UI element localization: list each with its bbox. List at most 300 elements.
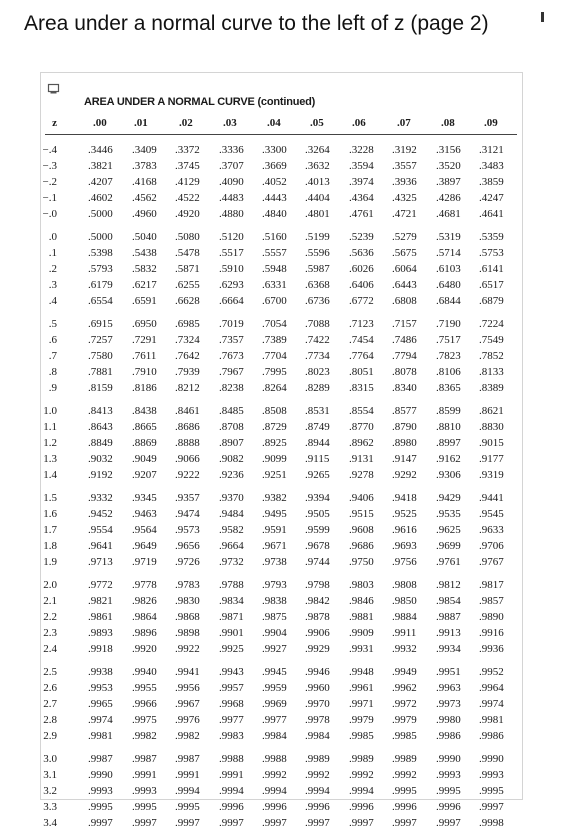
area-value: .8106 xyxy=(436,365,461,378)
area-value: .9991 xyxy=(175,768,200,781)
area-value: .9969 xyxy=(262,697,287,710)
area-value: .8438 xyxy=(132,405,157,417)
area-value: .7939 xyxy=(175,365,200,378)
area-value: .9974 xyxy=(479,697,504,710)
area-value: .7054 xyxy=(262,318,287,330)
area-value: .9989 xyxy=(392,753,417,765)
area-value: .9992 xyxy=(305,768,330,781)
area-value: .9978 xyxy=(305,713,330,726)
area-value: .9992 xyxy=(262,768,287,781)
area-value: .9545 xyxy=(479,507,504,520)
area-value: .4840 xyxy=(262,207,287,220)
area-value: .9649 xyxy=(132,539,157,552)
area-value: .7704 xyxy=(262,349,287,362)
area-value: .8849 xyxy=(88,436,113,449)
area-value: .9382 xyxy=(262,492,287,504)
area-value: .9997 xyxy=(479,800,504,813)
z-value: 2.9 xyxy=(43,729,57,742)
area-value: .9909 xyxy=(349,626,374,639)
area-value: .9484 xyxy=(219,507,244,520)
area-value: .4602 xyxy=(88,191,113,204)
area-value: .5080 xyxy=(175,231,200,243)
area-value: .7580 xyxy=(88,349,113,362)
area-value: .9887 xyxy=(436,610,461,623)
area-value: .4721 xyxy=(392,207,417,220)
area-value: .8944 xyxy=(305,436,330,449)
area-value: .9987 xyxy=(175,753,200,765)
area-value: .9984 xyxy=(305,729,330,742)
area-value: .9868 xyxy=(175,610,200,623)
area-value: .8830 xyxy=(479,420,504,433)
area-value: .9918 xyxy=(88,642,113,655)
area-value: .6141 xyxy=(479,262,504,275)
area-value: .9940 xyxy=(132,666,157,678)
area-value: .9920 xyxy=(132,642,157,655)
area-value: .5832 xyxy=(132,262,157,275)
area-value: .4325 xyxy=(392,191,417,204)
area-value: .9995 xyxy=(436,784,461,797)
area-value: .6844 xyxy=(436,294,461,307)
area-value: .3557 xyxy=(392,159,417,172)
area-value: .9838 xyxy=(262,594,287,607)
area-value: .9854 xyxy=(436,594,461,607)
area-value: .3483 xyxy=(479,159,504,172)
area-value: .9641 xyxy=(88,539,113,552)
area-value: .9817 xyxy=(479,579,504,591)
area-value: .3632 xyxy=(305,159,330,172)
area-value: .4522 xyxy=(175,191,200,204)
area-value: .7734 xyxy=(305,349,330,362)
area-value: .9881 xyxy=(349,610,374,623)
z-value: 2.2 xyxy=(43,610,57,623)
area-value: .7881 xyxy=(88,365,113,378)
area-value: .9994 xyxy=(262,784,287,797)
area-value: .7357 xyxy=(219,333,244,346)
dash-icon xyxy=(541,12,544,22)
area-value: .6255 xyxy=(175,278,200,291)
area-value: .3974 xyxy=(349,175,374,188)
z-value: .0 xyxy=(48,231,57,243)
area-value: .9991 xyxy=(219,768,244,781)
area-value: .5398 xyxy=(88,246,113,259)
area-value: .3783 xyxy=(132,159,157,172)
z-value: 2.8 xyxy=(43,713,57,726)
area-value: .9664 xyxy=(219,539,244,552)
z-value: 1.6 xyxy=(43,507,57,520)
area-value: .8315 xyxy=(349,381,374,394)
area-value: .8770 xyxy=(349,420,374,433)
z-value: 3.1 xyxy=(43,768,57,781)
area-value: .9830 xyxy=(175,594,200,607)
area-value: .9987 xyxy=(132,753,157,765)
area-value: .9993 xyxy=(88,784,113,797)
area-value: .9394 xyxy=(305,492,330,504)
area-value: .9966 xyxy=(132,697,157,710)
area-value: .9904 xyxy=(262,626,287,639)
area-value: .8023 xyxy=(305,365,330,378)
area-value: .4761 xyxy=(349,207,374,220)
area-value: .9535 xyxy=(436,507,461,520)
area-value: .8980 xyxy=(392,436,417,449)
area-value: .9177 xyxy=(479,452,504,465)
area-value: .9979 xyxy=(392,713,417,726)
area-value: .3264 xyxy=(305,144,330,156)
area-value: .9633 xyxy=(479,523,504,536)
area-value: .9986 xyxy=(479,729,504,742)
area-value: .9959 xyxy=(262,681,287,694)
area-value: .6064 xyxy=(392,262,417,275)
area-value: .9821 xyxy=(88,594,113,607)
area-value: .3372 xyxy=(175,144,200,156)
area-value: .9997 xyxy=(219,816,244,829)
area-value: .9991 xyxy=(132,768,157,781)
area-value: .6700 xyxy=(262,294,287,307)
area-value: .7642 xyxy=(175,349,200,362)
z-value: 3.3 xyxy=(43,800,57,813)
area-value: .3520 xyxy=(436,159,461,172)
area-value: .4801 xyxy=(305,207,330,220)
area-value: .9798 xyxy=(305,579,330,591)
area-value: .9772 xyxy=(88,579,113,591)
z-value: −.2 xyxy=(42,175,57,188)
area-value: .9990 xyxy=(479,753,504,765)
area-value: .9916 xyxy=(479,626,504,639)
area-value: .9992 xyxy=(392,768,417,781)
table-image xyxy=(40,72,523,829)
area-value: .9901 xyxy=(219,626,244,639)
area-value: .9936 xyxy=(479,642,504,655)
area-value: .8686 xyxy=(175,420,200,433)
area-value: .9896 xyxy=(132,626,157,639)
area-value: .9953 xyxy=(88,681,113,694)
area-value: .5987 xyxy=(305,262,330,275)
area-value: .4562 xyxy=(132,191,157,204)
area-value: .9996 xyxy=(262,800,287,813)
area-value: .9996 xyxy=(219,800,244,813)
page-title: Area under a normal curve to the left of z (page 2) xyxy=(24,12,489,35)
area-value: .9767 xyxy=(479,555,504,568)
area-value: .9972 xyxy=(392,697,417,710)
area-value: .5793 xyxy=(88,262,113,275)
area-value: .9875 xyxy=(262,610,287,623)
area-value: .9986 xyxy=(436,729,461,742)
area-value: .6368 xyxy=(305,278,330,291)
area-value: .9826 xyxy=(132,594,157,607)
area-value: .9965 xyxy=(88,697,113,710)
area-value: .9993 xyxy=(479,768,504,781)
z-value: 1.0 xyxy=(43,405,57,417)
area-value: .5319 xyxy=(436,231,461,243)
area-value: .9997 xyxy=(305,816,330,829)
header-col: .01 xyxy=(134,117,148,129)
area-value: .8413 xyxy=(88,405,113,417)
area-value: .7190 xyxy=(436,318,461,330)
area-value: .8599 xyxy=(436,405,461,417)
area-value: .9993 xyxy=(132,784,157,797)
area-value: .8708 xyxy=(219,420,244,433)
area-value: .9963 xyxy=(436,681,461,694)
z-value: 2.7 xyxy=(43,697,57,710)
area-value: .3156 xyxy=(436,144,461,156)
z-value: 1.1 xyxy=(43,420,57,433)
area-value: .9066 xyxy=(175,452,200,465)
area-value: .8159 xyxy=(88,381,113,394)
area-value: .8264 xyxy=(262,381,287,394)
header-col: .03 xyxy=(223,117,237,129)
area-value: .6103 xyxy=(436,262,461,275)
area-value: .9345 xyxy=(132,492,157,504)
header-col: .08 xyxy=(441,117,455,129)
area-value: .9977 xyxy=(219,713,244,726)
area-value: .4286 xyxy=(436,191,461,204)
area-value: .8621 xyxy=(479,405,504,417)
area-value: .9931 xyxy=(349,642,374,655)
area-value: .5478 xyxy=(175,246,200,259)
area-value: .9898 xyxy=(175,626,200,639)
area-value: .9418 xyxy=(392,492,417,504)
area-value: .9452 xyxy=(88,507,113,520)
area-value: .9956 xyxy=(175,681,200,694)
area-value: .9961 xyxy=(349,681,374,694)
z-value: −.4 xyxy=(42,144,57,156)
area-value: .9474 xyxy=(175,507,200,520)
area-value: .6628 xyxy=(175,294,200,307)
area-value: .7454 xyxy=(349,333,374,346)
area-value: .3745 xyxy=(175,159,200,172)
area-value: .9738 xyxy=(262,555,287,568)
area-value: .9515 xyxy=(349,507,374,520)
area-value: .5948 xyxy=(262,262,287,275)
area-value: .6591 xyxy=(132,294,157,307)
area-value: .9995 xyxy=(392,784,417,797)
area-value: .9984 xyxy=(262,729,287,742)
area-value: .6808 xyxy=(392,294,417,307)
area-value: .6331 xyxy=(262,278,287,291)
area-value: .9967 xyxy=(175,697,200,710)
area-value: .9943 xyxy=(219,666,244,678)
header-col: .02 xyxy=(179,117,193,129)
area-value: .8340 xyxy=(392,381,417,394)
area-value: .8289 xyxy=(305,381,330,394)
area-value: .8749 xyxy=(305,420,330,433)
area-value: .7764 xyxy=(349,349,374,362)
z-value: 3.4 xyxy=(43,816,57,829)
z-value: 1.3 xyxy=(43,452,57,465)
area-value: .7549 xyxy=(479,333,504,346)
area-value: .5160 xyxy=(262,231,287,243)
area-value: .4247 xyxy=(479,191,504,204)
area-value: .8665 xyxy=(132,420,157,433)
area-value: .7517 xyxy=(436,333,461,346)
area-value: .9993 xyxy=(436,768,461,781)
area-value: .7910 xyxy=(132,365,157,378)
area-value: .5557 xyxy=(262,246,287,259)
area-value: .9222 xyxy=(175,468,200,481)
area-value: .9846 xyxy=(349,594,374,607)
area-value: .9015 xyxy=(479,436,504,449)
area-value: .9890 xyxy=(479,610,504,623)
area-value: .9678 xyxy=(305,539,330,552)
z-value: .6 xyxy=(48,333,57,346)
area-value: .8810 xyxy=(436,420,461,433)
area-value: .9713 xyxy=(88,555,113,568)
area-value: .9878 xyxy=(305,610,330,623)
area-value: .3859 xyxy=(479,175,504,188)
area-value: .8997 xyxy=(436,436,461,449)
area-value: .9265 xyxy=(305,468,330,481)
z-value: 2.4 xyxy=(43,642,57,655)
area-value: .9732 xyxy=(219,555,244,568)
area-value: .9788 xyxy=(219,579,244,591)
area-value: .9997 xyxy=(132,816,157,829)
area-value: .4880 xyxy=(219,207,244,220)
area-value: .5000 xyxy=(88,231,113,243)
area-value: .9977 xyxy=(262,713,287,726)
area-value: .9927 xyxy=(262,642,287,655)
area-value: .9850 xyxy=(392,594,417,607)
area-value: .9922 xyxy=(175,642,200,655)
area-value: .9761 xyxy=(436,555,461,568)
area-value: .9871 xyxy=(219,610,244,623)
area-value: .6736 xyxy=(305,294,330,307)
z-value: .4 xyxy=(48,294,57,307)
area-value: .9989 xyxy=(349,753,374,765)
header-col: .00 xyxy=(93,117,107,129)
area-value: .4443 xyxy=(262,191,287,204)
area-value: .8729 xyxy=(262,420,287,433)
area-value: .9032 xyxy=(88,452,113,465)
area-value: .9656 xyxy=(175,539,200,552)
area-value: .7673 xyxy=(219,349,244,362)
z-value: .9 xyxy=(48,381,57,394)
area-value: .9582 xyxy=(219,523,244,536)
header-col: .07 xyxy=(397,117,411,129)
area-value: .7257 xyxy=(88,333,113,346)
z-value: .3 xyxy=(48,278,57,291)
area-value: .3897 xyxy=(436,175,461,188)
area-value: .6950 xyxy=(132,318,157,330)
area-value: .8508 xyxy=(262,405,287,417)
area-value: .9934 xyxy=(436,642,461,655)
z-value: 1.4 xyxy=(43,468,57,481)
area-value: .3336 xyxy=(219,144,244,156)
area-value: .9793 xyxy=(262,579,287,591)
area-value: .8389 xyxy=(479,381,504,394)
area-value: .5199 xyxy=(305,231,330,243)
header-divider xyxy=(45,134,517,135)
z-value: 1.7 xyxy=(43,523,57,536)
area-value: .6985 xyxy=(175,318,200,330)
area-value: .7794 xyxy=(392,349,417,362)
header-col: .04 xyxy=(267,117,281,129)
area-value: .9906 xyxy=(305,626,330,639)
area-value: .9996 xyxy=(436,800,461,813)
area-value: .5675 xyxy=(392,246,417,259)
area-value: .7389 xyxy=(262,333,287,346)
area-value: .9608 xyxy=(349,523,374,536)
area-value: .9495 xyxy=(262,507,287,520)
area-value: .9147 xyxy=(392,452,417,465)
area-value: .9693 xyxy=(392,539,417,552)
area-value: .7995 xyxy=(262,365,287,378)
z-value: 2.3 xyxy=(43,626,57,639)
area-value: .8888 xyxy=(175,436,200,449)
area-value: .9406 xyxy=(349,492,374,504)
area-value: .7224 xyxy=(479,318,504,330)
area-value: .8238 xyxy=(219,381,244,394)
area-value: .8907 xyxy=(219,436,244,449)
area-value: .9099 xyxy=(262,452,287,465)
area-value: .9938 xyxy=(88,666,113,678)
area-value: .9616 xyxy=(392,523,417,536)
area-value: .9441 xyxy=(479,492,504,504)
area-value: .9994 xyxy=(305,784,330,797)
area-value: .9370 xyxy=(219,492,244,504)
z-value: −.3 xyxy=(42,159,57,172)
area-value: .4920 xyxy=(175,207,200,220)
area-value: .6879 xyxy=(479,294,504,307)
area-value: .9842 xyxy=(305,594,330,607)
area-value: .9997 xyxy=(392,816,417,829)
area-value: .9911 xyxy=(392,626,417,639)
area-value: .7611 xyxy=(132,349,157,362)
area-value: .4129 xyxy=(175,175,200,188)
area-value: .5040 xyxy=(132,231,157,243)
area-value: .7486 xyxy=(392,333,417,346)
area-value: .9941 xyxy=(175,666,200,678)
area-value: .6915 xyxy=(88,318,113,330)
area-value: .9997 xyxy=(349,816,374,829)
area-value: .9998 xyxy=(479,816,504,829)
area-value: .9975 xyxy=(132,713,157,726)
area-value: .9162 xyxy=(436,452,461,465)
area-value: .6026 xyxy=(349,262,374,275)
z-value: .2 xyxy=(48,262,57,275)
area-value: .3669 xyxy=(262,159,287,172)
area-value: .9115 xyxy=(305,452,330,465)
area-value: .9893 xyxy=(88,626,113,639)
area-value: .9332 xyxy=(88,492,113,504)
area-value: .9990 xyxy=(88,768,113,781)
area-value: .6179 xyxy=(88,278,113,291)
z-value: 2.5 xyxy=(43,666,57,678)
area-value: .9957 xyxy=(219,681,244,694)
area-value: .9278 xyxy=(349,468,374,481)
area-value: .9982 xyxy=(175,729,200,742)
area-value: .9997 xyxy=(436,816,461,829)
area-value: .9686 xyxy=(349,539,374,552)
area-value: .9982 xyxy=(132,729,157,742)
area-value: .9981 xyxy=(88,729,113,742)
area-value: .9599 xyxy=(305,523,330,536)
area-value: .5714 xyxy=(436,246,461,259)
area-value: .9964 xyxy=(479,681,504,694)
area-value: .3228 xyxy=(349,144,374,156)
area-value: .9994 xyxy=(175,784,200,797)
area-value: .5000 xyxy=(88,207,113,220)
area-value: .6772 xyxy=(349,294,374,307)
area-value: .8365 xyxy=(436,381,461,394)
area-value: .9952 xyxy=(479,666,504,678)
area-value: .9744 xyxy=(305,555,330,568)
area-value: .9625 xyxy=(436,523,461,536)
area-value: .9971 xyxy=(349,697,374,710)
area-value: .9988 xyxy=(262,753,287,765)
table-caption: AREA UNDER A NORMAL CURVE (continued) xyxy=(84,96,316,108)
area-value: .9783 xyxy=(175,579,200,591)
area-value: .7291 xyxy=(132,333,157,346)
copy-icon[interactable] xyxy=(47,81,60,99)
